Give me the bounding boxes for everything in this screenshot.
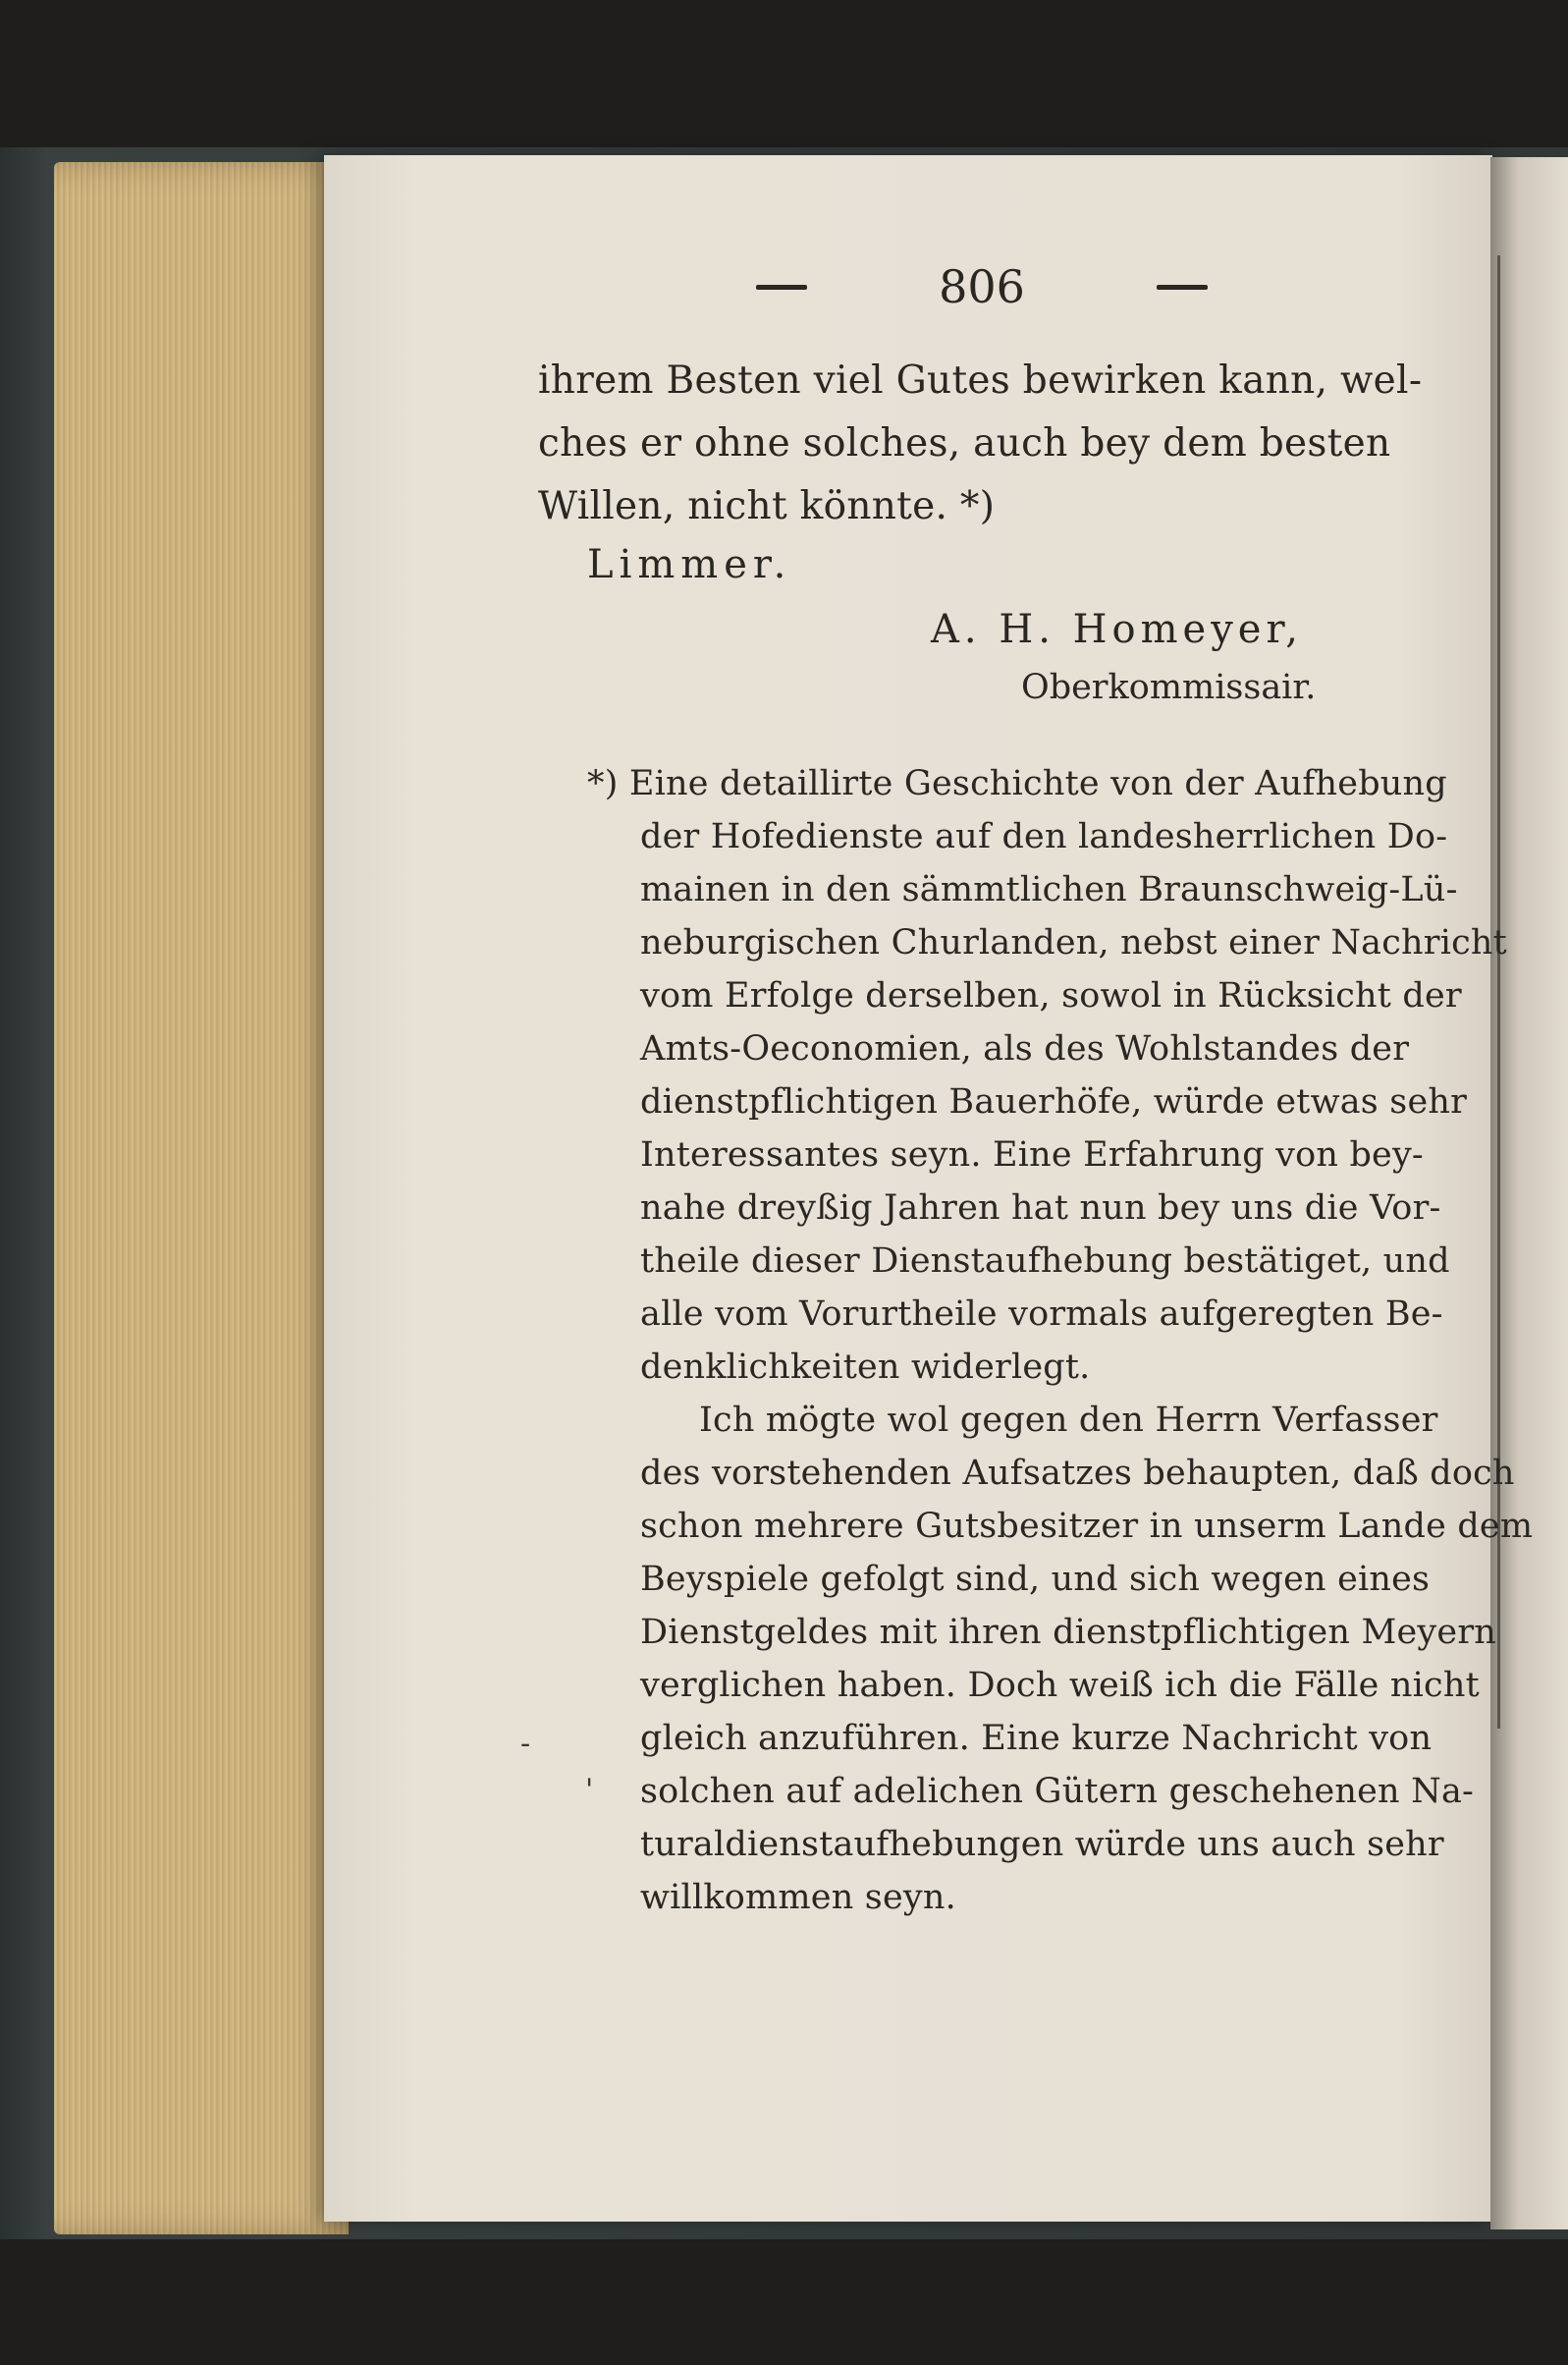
page-number: 806 [939,260,1025,313]
margin-mark: ' [585,1773,594,1807]
footnote-line: *) Eine detaillirte Geschichte von der Aufhebung [587,764,1447,803]
signature-title: Oberkommissair. [1021,668,1317,707]
footnote-line: schon mehrere Gutsbesitzer in unserm Lande dem [640,1507,1534,1546]
footnote-line: neburgischen Churlanden, nebst einer Nachricht [640,923,1507,962]
footnote-line: denklichkeiten widerlegt. [640,1348,1091,1387]
page-edges [54,162,349,2234]
footnote-line: verglichen haben. Doch weiß ich die Fälle nicht [640,1666,1480,1705]
footnote-line: turaldienstaufhebungen würde uns auch sehr [640,1825,1444,1864]
footnote-line: Amts-Oeconomien, als des Wohlstandes der [640,1029,1410,1069]
page-header [756,257,1208,316]
footnote-line: Ich mögte wol gegen den Herrn Verfasser [699,1401,1438,1440]
signature-name: A. H. Homeyer, [931,607,1303,652]
footnote-line: nahe dreyßig Jahren hat nun bey uns die Vor- [640,1188,1441,1228]
footnote-line: Dienstgeldes mit ihren dienstpflichtigen Meyern [640,1613,1496,1652]
facing-page-gutter [1490,157,1568,2229]
footnote-line: solchen auf adelichen Gütern geschehenen Na- [640,1772,1475,1811]
main-text-line: ches er ohne solches, auch bey dem besten [538,421,1391,466]
footnote-line: dienstpflichtigen Bauerhöfe, würde etwas sehr [640,1082,1468,1122]
footnote-line: vom Erfolge derselben, sowol in Rücksicht der [640,976,1462,1016]
footnote-line: des vorstehenden Aufsatzes behaupten, daß doch [640,1454,1515,1493]
footnote-line: mainen in den sämmtlichen Braunschweig-Lü- [640,870,1458,909]
header-dash-left [756,285,807,290]
footnote-line: gleich anzuführen. Eine kurze Nachricht von [640,1719,1433,1758]
main-text-line: ihrem Besten viel Gutes bewirken kann, wel- [538,358,1423,403]
footnote-line: Beyspiele gefolgt sind, und sich wegen eines [640,1560,1431,1599]
footnote-line: der Hofedienste auf den landesherrlichen Do- [640,817,1448,856]
main-text-line: Willen, nicht könnte. *) [538,484,996,528]
footnote-line: alle vom Vorurtheile vormals aufgeregten Be- [640,1294,1443,1334]
place-name: Limmer. [587,542,792,587]
header-dash-right [1157,285,1208,290]
footnote-line: theile dieser Dienstaufhebung bestätiget, und [640,1241,1450,1281]
footnote-line: Interessantes seyn. Eine Erfahrung von bey- [640,1135,1424,1175]
footnote-line: willkommen seyn. [640,1878,956,1917]
margin-mark: - [520,1727,531,1761]
